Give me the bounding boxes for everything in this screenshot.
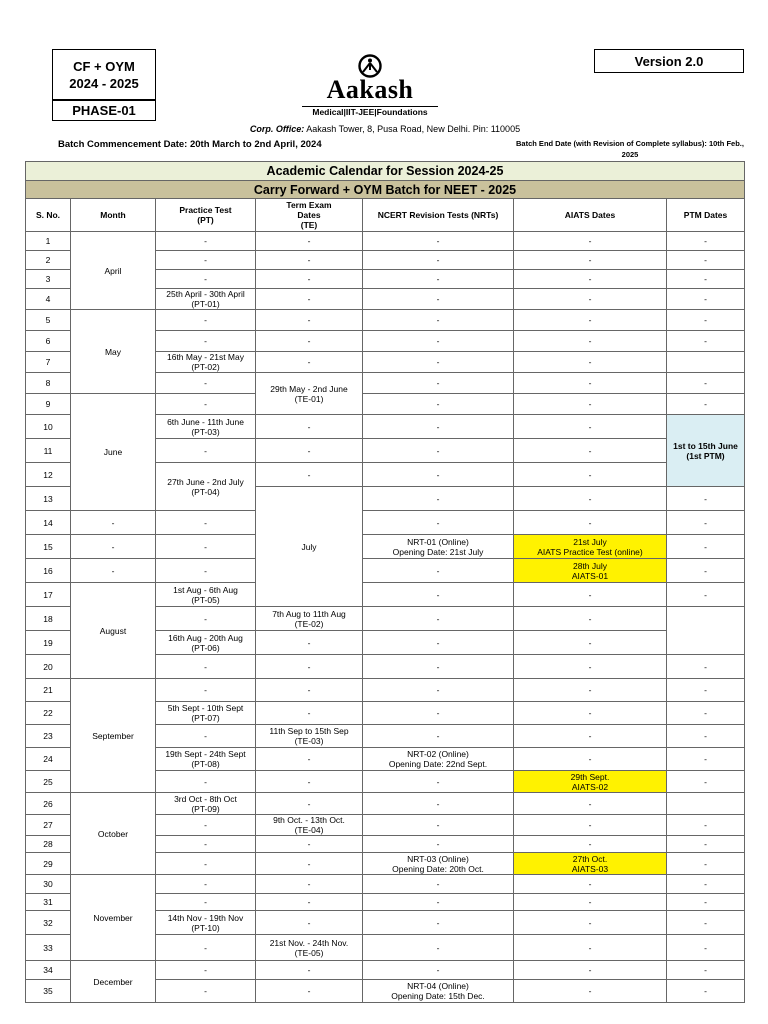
month-cell: April <box>71 232 156 310</box>
practice-test-empty: - <box>156 679 256 702</box>
aiats-empty: - <box>514 310 667 331</box>
row-sno: 23 <box>26 725 71 748</box>
ptm-empty: - <box>667 270 745 289</box>
aiats-empty: - <box>514 251 667 270</box>
aiats-cell-line1: 29th Sept. <box>570 771 610 782</box>
ptm-empty: - <box>667 894 745 911</box>
col-header-pt-line1: Practice Test <box>179 205 232 215</box>
term-exam-cell-line1: 29th May - 2nd June <box>270 383 348 394</box>
ptm-empty: - <box>667 875 745 894</box>
aiats-empty: - <box>514 373 667 394</box>
nrt-cell-line1: NRT-04 (Online) <box>407 981 469 991</box>
row-sno: 32 <box>26 911 71 935</box>
table-row <box>26 679 745 702</box>
practice-test-cell <box>156 793 256 815</box>
row-sno: 14 <box>26 511 71 535</box>
term-exam-empty: - <box>156 511 256 535</box>
ptm-cell <box>667 415 745 487</box>
row-sno: 13 <box>26 487 71 511</box>
row-sno: 35 <box>26 980 71 1003</box>
practice-test-empty: - <box>156 894 256 911</box>
aiats-empty: - <box>514 415 667 439</box>
ptm-empty <box>667 352 745 373</box>
practice-test-empty: - <box>156 270 256 289</box>
aiats-cell <box>514 853 667 875</box>
aiats-empty: - <box>514 815 667 836</box>
table-row <box>26 511 745 535</box>
practice-test-cell-line2: (PT-04) <box>191 486 220 497</box>
logo-tagline: Medical|IIT-JEE|Foundations <box>302 106 438 118</box>
aiats-empty: - <box>514 725 667 748</box>
aiats-cell-line1: 21st July <box>573 536 607 547</box>
practice-test-cell <box>156 583 256 607</box>
row-sno: 31 <box>26 894 71 911</box>
row-sno: 3 <box>26 270 71 289</box>
practice-test-empty: - <box>156 331 256 352</box>
practice-test-cell-line2: (PT-06) <box>191 642 220 653</box>
aiats-cell-line1: 28th July <box>572 560 608 571</box>
row-sno: 22 <box>26 702 71 725</box>
ptm-empty <box>667 793 745 815</box>
practice-test-cell-line1: 14th Nov - 19th Nov <box>167 912 244 923</box>
practice-test-cell-line2: (PT-05) <box>191 594 220 605</box>
aiats-empty: - <box>514 232 667 251</box>
table-row <box>26 535 745 559</box>
nrt-empty: - <box>363 771 514 793</box>
nrt-empty: - <box>363 373 514 394</box>
row-sno: 8 <box>26 373 71 394</box>
aiats-empty: - <box>667 487 745 511</box>
nrt-cell-line1: NRT-01 (Online) <box>407 536 469 547</box>
col-header-practice-test <box>156 199 256 232</box>
practice-test-empty: - <box>156 310 256 331</box>
practice-test-empty: - <box>156 836 256 853</box>
ptm-empty: - <box>667 961 745 980</box>
practice-test-cell <box>156 911 256 935</box>
practice-test-empty: - <box>156 251 256 270</box>
term-exam-cell <box>256 373 363 415</box>
row-sno: 11 <box>26 439 71 463</box>
term-exam-empty: - <box>256 463 363 487</box>
row-sno: 34 <box>26 961 71 980</box>
term-exam-empty: - <box>256 961 363 980</box>
ptm-empty: - <box>667 771 745 793</box>
term-exam-empty: - <box>256 270 363 289</box>
row-sno: 28 <box>26 836 71 853</box>
aiats-empty: - <box>667 583 745 607</box>
col-header-sno: S. No. <box>26 199 71 232</box>
term-exam-empty: - <box>256 439 363 463</box>
row-sno: 17 <box>26 583 71 607</box>
term-exam-empty: - <box>256 748 363 771</box>
aiats-cell-line2: AIATS-02 <box>571 781 609 792</box>
practice-test-empty: - <box>156 853 256 875</box>
term-exam-cell-line1: 21st Nov. - 24th Nov. <box>269 937 349 948</box>
row-sno: 27 <box>26 815 71 836</box>
nrt-cell <box>363 980 514 1003</box>
term-exam-cell <box>256 607 363 631</box>
aiats-empty: - <box>514 748 667 771</box>
nrt-empty: - <box>363 415 514 439</box>
nrt-cell <box>363 535 514 559</box>
nrt-empty: - <box>363 836 514 853</box>
calendar-subtitle: Carry Forward + OYM Batch for NEET - 2025 <box>26 181 745 199</box>
nrt-cell <box>363 853 514 875</box>
row-sno: 20 <box>26 655 71 679</box>
col-header-nrt: NCERT Revision Tests (NRTs) <box>363 199 514 232</box>
row-sno: 7 <box>26 352 71 373</box>
logo-name: Aakash <box>326 75 414 104</box>
month-cell: September <box>71 679 156 793</box>
nrt-empty: - <box>363 911 514 935</box>
table-row <box>26 793 745 815</box>
practice-test-empty: - <box>156 373 256 394</box>
month-cell: May <box>71 310 156 394</box>
practice-test-cell <box>156 748 256 771</box>
term-exam-empty: - <box>156 559 256 583</box>
nrt-empty: - <box>363 655 514 679</box>
month-cell: June <box>71 394 156 511</box>
ptm-empty: - <box>667 559 745 583</box>
term-exam-cell-line2: (TE-05) <box>294 947 324 958</box>
practice-test-cell-line1: 25th April - 30th April <box>166 289 245 299</box>
ptm-empty: - <box>667 679 745 702</box>
term-exam-empty: - <box>256 894 363 911</box>
nrt-empty: - <box>363 270 514 289</box>
aiats-empty: - <box>514 935 667 961</box>
term-exam-empty: - <box>256 911 363 935</box>
nrt-empty: - <box>514 583 667 607</box>
row-sno: 19 <box>26 631 71 655</box>
aiats-empty: - <box>514 607 667 631</box>
practice-test-empty: - <box>156 771 256 793</box>
term-exam-empty: - <box>256 655 363 679</box>
practice-test-empty: - <box>156 655 256 679</box>
aiats-empty: - <box>514 911 667 935</box>
term-exam-empty: - <box>256 980 363 1003</box>
term-exam-cell-line1: 9th Oct. - 13th Oct. <box>273 815 345 825</box>
col-header-te-line2: Dates <box>297 210 321 220</box>
ptm-empty: - <box>667 310 745 331</box>
aiats-empty: - <box>514 463 667 487</box>
term-exam-cell <box>256 935 363 961</box>
nrt-empty: - <box>363 511 514 535</box>
practice-test-cell-line1: 5th Sept - 10th Sept <box>167 703 244 713</box>
term-exam-empty: - <box>256 352 363 373</box>
ptm-empty: - <box>667 815 745 836</box>
calendar-title: Academic Calendar for Session 2024-25 <box>26 162 745 181</box>
term-exam-empty: - <box>256 251 363 270</box>
row-sno: 30 <box>26 875 71 894</box>
nrt-empty: - <box>363 793 514 815</box>
nrt-empty: - <box>363 439 514 463</box>
practice-test-cell-line1: 6th June - 11th June <box>167 416 244 427</box>
nrt-empty: - <box>363 559 514 583</box>
nrt-empty: - <box>363 463 514 487</box>
ptm-empty: - <box>667 331 745 352</box>
aiats-empty: - <box>514 961 667 980</box>
month-cell: July <box>256 487 363 607</box>
aiats-cell <box>514 771 667 793</box>
ptm-empty: - <box>667 394 745 415</box>
term-exam-empty: - <box>256 875 363 894</box>
aiats-empty: - <box>514 352 667 373</box>
aiats-empty: - <box>514 793 667 815</box>
practice-test-empty: - <box>71 559 156 583</box>
ptm-empty: - <box>667 725 745 748</box>
practice-test-cell <box>156 463 256 511</box>
aiats-empty: - <box>514 631 667 655</box>
aiats-empty: - <box>514 439 667 463</box>
nrt-empty: - <box>363 607 514 631</box>
practice-test-cell-line2: (PT-07) <box>191 713 220 723</box>
aiats-cell-line1: 27th Oct. <box>572 853 608 864</box>
row-sno: 15 <box>26 535 71 559</box>
row-sno: 18 <box>26 607 71 631</box>
term-exam-empty: - <box>256 679 363 702</box>
term-exam-empty: - <box>256 631 363 655</box>
nrt-empty: - <box>363 232 514 251</box>
term-exam-cell-line2: (TE-02) <box>294 618 324 629</box>
practice-test-cell-line1: 16th May - 21st May <box>166 352 244 362</box>
nrt-cell <box>363 748 514 771</box>
nrt-empty: - <box>363 352 514 373</box>
practice-test-empty: - <box>156 725 256 748</box>
ptm-empty: - <box>667 373 745 394</box>
term-exam-cell <box>256 725 363 748</box>
nrt-empty: - <box>363 310 514 331</box>
aiats-cell <box>514 535 667 559</box>
ptm-empty: - <box>667 935 745 961</box>
term-exam-cell-line1: 11th Sep to 15th Sep <box>269 726 349 736</box>
aakash-logo <box>300 54 440 120</box>
nrt-empty: - <box>363 935 514 961</box>
term-exam-cell <box>256 815 363 836</box>
table-row <box>26 961 745 980</box>
batch-name: CF + OYM <box>73 59 135 74</box>
corp-office-address: Aakash Tower, 8, Pusa Road, New Delhi. Pin: 110005 <box>306 124 521 134</box>
batch-end-date: Batch End Date (with Revision of Complete syllabus): 10th Feb., 2025 <box>516 139 744 159</box>
practice-test-cell <box>156 415 256 439</box>
term-exam-cell-line2: (TE-01) <box>294 393 324 404</box>
batch-name-box <box>52 49 156 101</box>
row-sno: 2 <box>26 251 71 270</box>
aiats-cell-line2: AIATS-01 <box>571 570 609 581</box>
ptm-empty: - <box>667 980 745 1003</box>
ptm-empty: - <box>667 853 745 875</box>
ptm-empty: - <box>667 911 745 935</box>
practice-test-cell <box>156 631 256 655</box>
batch-commencement-date: Batch Commencement Date: 20th March to 2nd April, 2024 <box>58 139 322 150</box>
practice-test-cell <box>156 702 256 725</box>
table-row <box>26 875 745 894</box>
ptm-empty: - <box>667 232 745 251</box>
row-sno: 4 <box>26 289 71 310</box>
nrt-empty: - <box>363 394 514 415</box>
ptm-empty: - <box>667 655 745 679</box>
aiats-cell-line2: AIATS-03 <box>571 863 609 874</box>
nrt-empty: - <box>363 331 514 352</box>
practice-test-cell-line2: (PT-01) <box>191 299 220 309</box>
nrt-cell-line2: Opening Date: 22nd Sept. <box>388 759 488 769</box>
row-sno: 21 <box>26 679 71 702</box>
col-header-term-exam <box>256 199 363 232</box>
term-exam-empty: - <box>256 415 363 439</box>
month-cell: October <box>71 793 156 875</box>
academic-calendar-table <box>25 161 745 1003</box>
row-sno: 6 <box>26 331 71 352</box>
ptm-cell-line1: 1st to 15th June <box>673 440 738 451</box>
table-row <box>26 310 745 331</box>
term-exam-empty: - <box>256 836 363 853</box>
aiats-empty: - <box>514 331 667 352</box>
practice-test-empty: - <box>156 875 256 894</box>
term-exam-empty: - <box>256 232 363 251</box>
col-header-ptm: PTM Dates <box>667 199 745 232</box>
practice-test-cell-line1: 3rd Oct - 8th Oct <box>174 793 237 804</box>
phase-label: PHASE-01 <box>52 99 156 121</box>
aiats-cell <box>514 559 667 583</box>
term-exam-cell-line2: (TE-03) <box>294 736 324 746</box>
aiats-empty: - <box>514 655 667 679</box>
practice-test-cell <box>156 352 256 373</box>
practice-test-cell-line2: (PT-09) <box>191 803 220 814</box>
aiats-cell-line2: AIATS Practice Test (online) <box>537 546 643 557</box>
practice-test-cell-line1: 1st Aug - 6th Aug <box>173 584 238 595</box>
practice-test-cell-line1: 27th June - 2nd July <box>167 476 244 487</box>
ptm-empty: - <box>667 535 745 559</box>
aiats-empty: - <box>514 394 667 415</box>
practice-test-cell <box>156 289 256 310</box>
aiats-empty: - <box>514 836 667 853</box>
table-row <box>26 559 745 583</box>
ptm-empty: - <box>667 511 745 535</box>
practice-test-empty: - <box>156 935 256 961</box>
term-exam-empty: - <box>256 331 363 352</box>
practice-test-empty: - <box>156 394 256 415</box>
aiats-empty: - <box>514 980 667 1003</box>
practice-test-cell-line2: (PT-02) <box>191 362 220 372</box>
nrt-cell-line2: Opening Date: 20th Oct. <box>392 863 484 874</box>
aiats-empty: - <box>514 270 667 289</box>
nrt-empty: - <box>363 961 514 980</box>
corp-office-label: Corp. Office: <box>249 124 305 134</box>
row-sno: 12 <box>26 463 71 487</box>
practice-test-cell-line1: 19th Sept - 24th Sept <box>165 749 246 759</box>
term-exam-empty: - <box>256 310 363 331</box>
row-sno: 29 <box>26 853 71 875</box>
nrt-cell-line1: NRT-03 (Online) <box>407 853 469 864</box>
row-sno: 16 <box>26 559 71 583</box>
nrt-empty: - <box>363 631 514 655</box>
row-sno: 26 <box>26 793 71 815</box>
ptm-cell-line2: (1st PTM) <box>686 450 725 461</box>
table-row <box>26 232 745 251</box>
practice-test-cell-line2: (PT-03) <box>191 426 220 437</box>
term-exam-empty: - <box>363 583 514 607</box>
row-sno: 5 <box>26 310 71 331</box>
col-header-aiats: AIATS Dates <box>514 199 667 232</box>
nrt-empty: - <box>363 815 514 836</box>
nrt-empty: - <box>363 894 514 911</box>
practice-test-empty: - <box>71 535 156 559</box>
ptm-empty: - <box>667 748 745 771</box>
practice-test-cell-line2: (PT-10) <box>191 922 220 933</box>
ptm-empty: - <box>667 702 745 725</box>
practice-test-empty: - <box>156 439 256 463</box>
ptm-empty: - <box>667 836 745 853</box>
month-cell: December <box>71 961 156 1003</box>
table-row <box>26 583 745 607</box>
col-header-te-line3: (TE) <box>300 220 318 230</box>
row-sno: 24 <box>26 748 71 771</box>
batch-years: 2024 - 2025 <box>69 76 139 91</box>
aiats-empty: - <box>514 679 667 702</box>
table-row <box>26 394 745 415</box>
term-exam-cell-line2: (TE-04) <box>294 825 324 835</box>
term-exam-empty: - <box>156 535 256 559</box>
practice-test-empty: - <box>71 511 156 535</box>
nrt-cell-line2: Opening Date: 15th Dec. <box>391 991 485 1001</box>
nrt-empty: - <box>363 679 514 702</box>
aiats-empty: - <box>514 875 667 894</box>
term-exam-empty: - <box>363 487 514 511</box>
term-exam-empty: - <box>256 702 363 725</box>
aiats-empty: - <box>514 289 667 310</box>
term-exam-empty: - <box>256 289 363 310</box>
row-sno: 1 <box>26 232 71 251</box>
row-sno: 10 <box>26 415 71 439</box>
col-header-te-line1: Term Exam <box>286 200 332 210</box>
row-sno: 33 <box>26 935 71 961</box>
practice-test-empty: - <box>156 961 256 980</box>
practice-test-empty: - <box>156 232 256 251</box>
aiats-empty: - <box>514 511 667 535</box>
nrt-empty: - <box>363 251 514 270</box>
term-exam-cell-line1: 7th Aug to 11th Aug <box>272 608 346 619</box>
term-exam-empty: - <box>256 853 363 875</box>
practice-test-empty: - <box>156 980 256 1003</box>
aiats-empty: - <box>514 702 667 725</box>
nrt-cell-line1: NRT-02 (Online) <box>407 749 469 759</box>
month-cell: November <box>71 875 156 961</box>
month-cell: August <box>71 583 156 679</box>
nrt-empty: - <box>514 487 667 511</box>
row-sno: 9 <box>26 394 71 415</box>
term-exam-empty: - <box>256 793 363 815</box>
corporate-office <box>200 124 570 134</box>
practice-test-cell-line2: (PT-08) <box>191 759 220 769</box>
col-header-month: Month <box>71 199 156 232</box>
nrt-empty: - <box>363 702 514 725</box>
nrt-empty: - <box>363 875 514 894</box>
ptm-empty: - <box>667 289 745 310</box>
nrt-cell-line2: Opening Date: 21st July <box>392 546 484 557</box>
row-sno: 25 <box>26 771 71 793</box>
practice-test-empty: - <box>156 815 256 836</box>
nrt-empty: - <box>363 725 514 748</box>
col-header-pt-line2: (PT) <box>197 215 214 225</box>
term-exam-empty: - <box>256 771 363 793</box>
version-label: Version 2.0 <box>594 49 744 73</box>
practice-test-cell-line1: 16th Aug - 20th Aug <box>168 632 243 643</box>
column-header-row <box>26 199 745 232</box>
ptm-empty: - <box>667 251 745 270</box>
practice-test-empty: - <box>156 607 256 631</box>
aiats-empty: - <box>514 894 667 911</box>
nrt-empty: - <box>363 289 514 310</box>
